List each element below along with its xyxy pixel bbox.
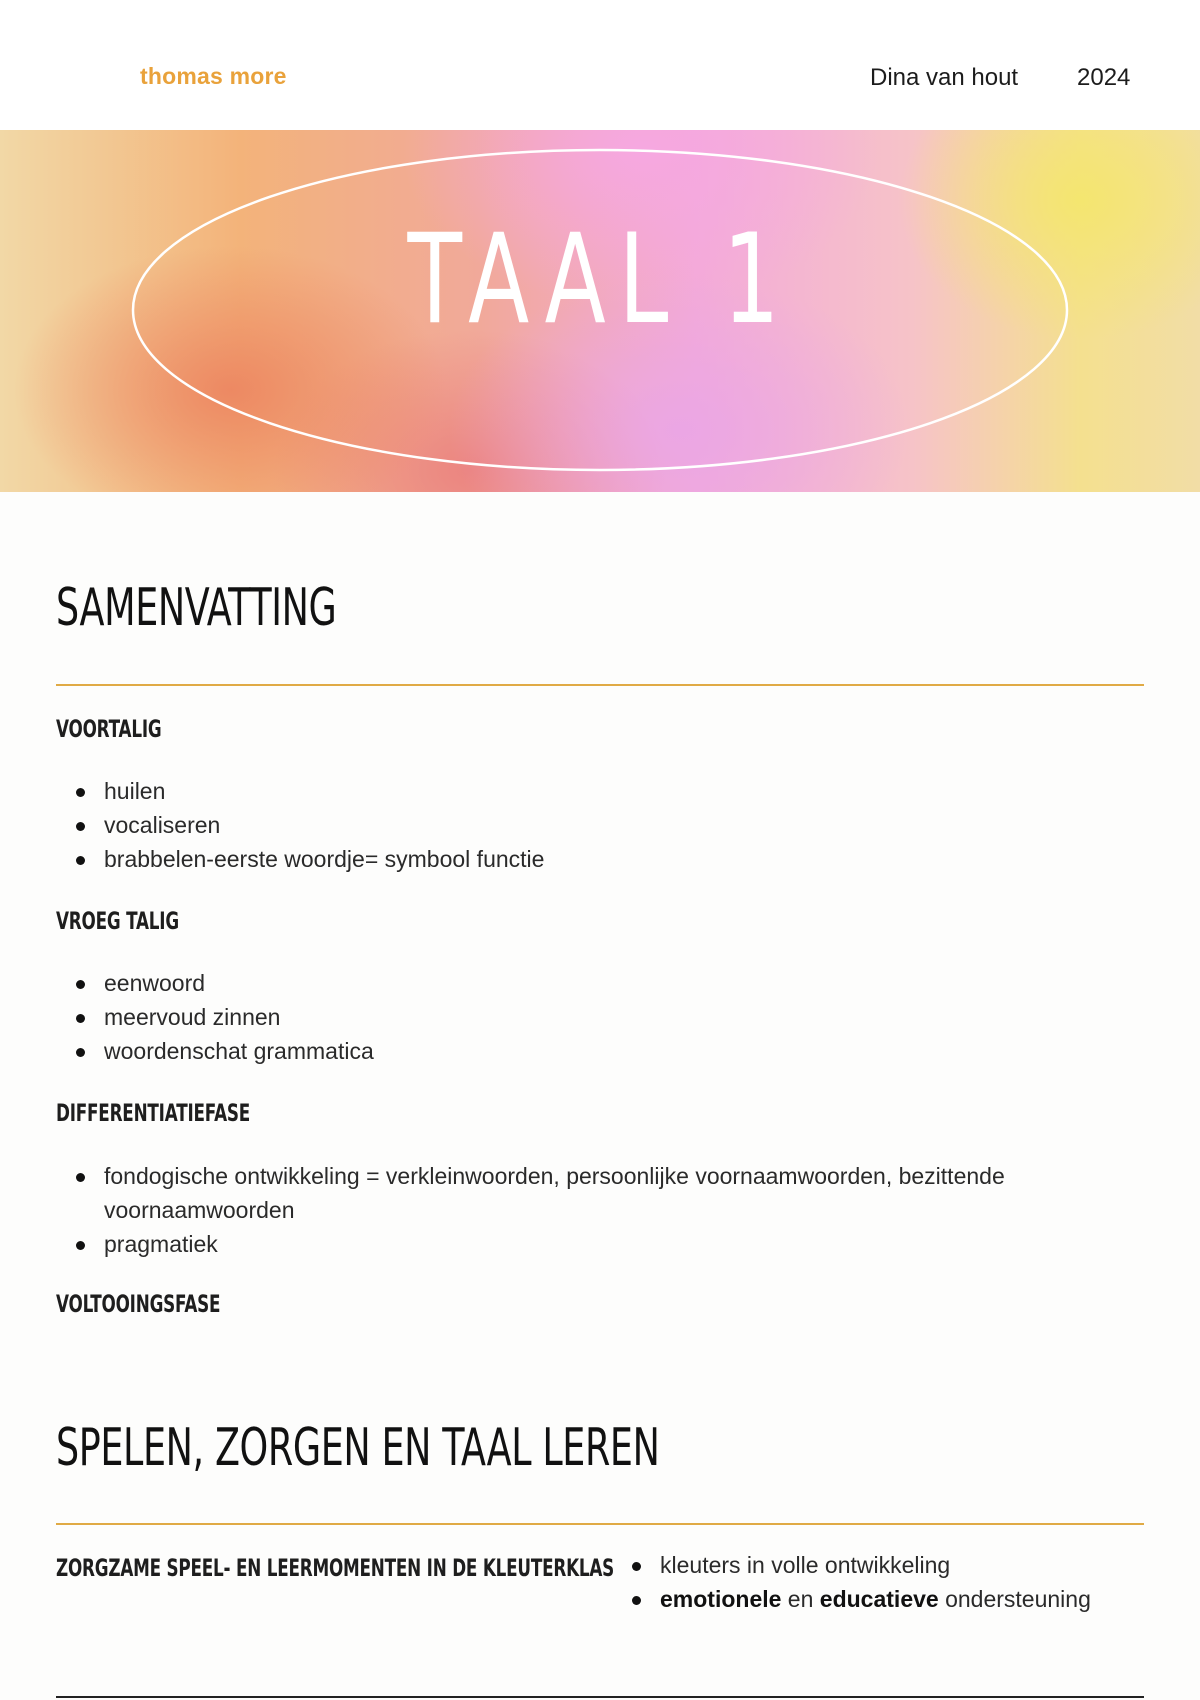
document-year: 2024 [1077,64,1131,91]
list-item: pragmatiek [56,1227,1116,1261]
phase-list-differentiatiefase [56,1159,1116,1261]
list-item: woordenschat grammatica [56,1034,1146,1068]
author-name: Dina van hout [870,64,1019,91]
emphasis-emotionele: emotionele [660,1586,782,1612]
phase-title-vroeg-talig: VROEG TALIG [56,907,179,935]
title-banner [0,130,1200,492]
section-title-samenvatting: SAMENVATTING [56,578,337,638]
section-divider [56,684,1144,686]
phase-title-voortalig: VOORTALIG [56,715,162,743]
list-item: kleuters in volle ontwikkeling [612,1548,1152,1582]
section-title-spelen-zorgen: SPELEN, ZORGEN EN TAAL LEREN [56,1418,660,1478]
subsection-list [612,1548,1152,1616]
phase-title-differentiatiefase: DIFFERENTIATIEFASE [56,1099,251,1127]
emphasis-educatieve: educatieve [819,1586,939,1612]
list-item: huilen [56,774,1146,808]
document-header [0,0,1200,130]
document-title: TAAL 1 [407,208,793,352]
subsection-title-zorgzame-momenten: ZORGZAME SPEEL- EN LEERMOMENTEN IN DE KLEUTERKLAS [56,1554,615,1582]
list-item: brabbelen-eerste woordje= symbool functie [56,842,1146,876]
phase-list-vroeg-talig [56,966,1146,1068]
brand-logo-text: thomas more [140,63,287,89]
phase-list-voortalig [56,774,1146,876]
list-item-rest: ondersteuning [938,1586,1091,1612]
list-item [612,1582,1152,1616]
list-item: vocaliseren [56,808,1146,842]
list-item: eenwoord [56,966,1146,1000]
list-item: meervoud zinnen [56,1000,1146,1034]
page-bottom-divider [56,1696,1144,1698]
list-item: fondogische ontwikkeling = verkleinwoorden, persoonlijke voornaamwoorden, bezittende voornaamwoorden [56,1159,1116,1227]
connector-text: en [781,1586,820,1612]
section-divider [56,1523,1144,1525]
phase-title-voltooingsfase: VOLTOOINGSFASE [56,1290,221,1318]
